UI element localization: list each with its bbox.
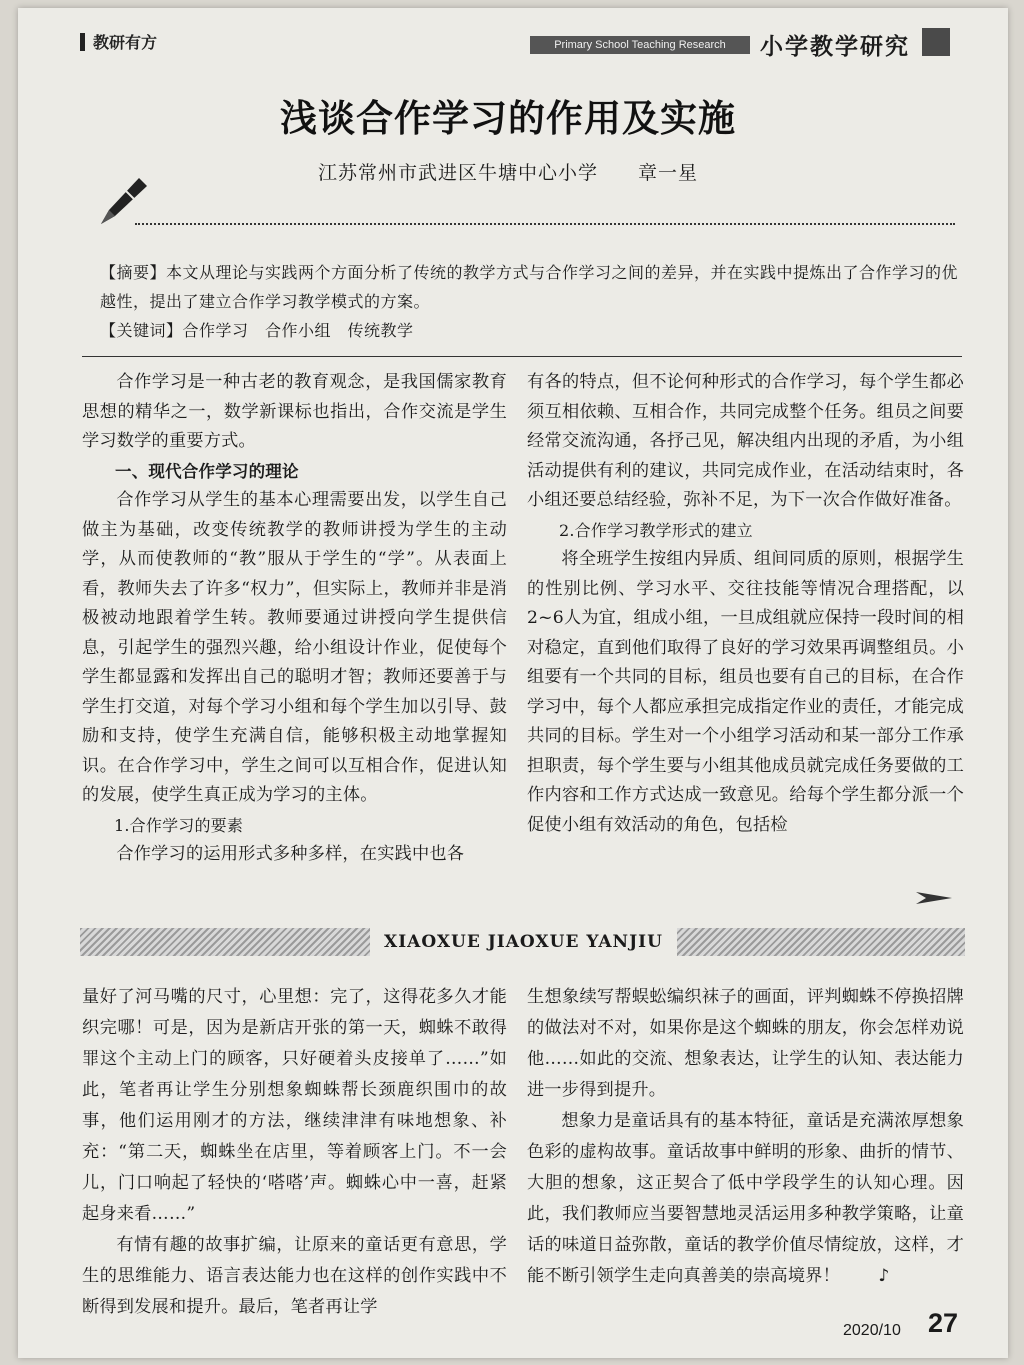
- author-line: [318, 158, 698, 185]
- continue-arrow-icon: [916, 888, 956, 908]
- abstract-block: [100, 258, 960, 345]
- body-column-right: [527, 368, 964, 840]
- paragraph: 合作学习的运用形式多种多样，在实践中也各: [116, 844, 465, 864]
- abstract-rule: [82, 356, 962, 357]
- section-bar-icon: [80, 33, 85, 51]
- body-column-left: [82, 368, 507, 870]
- subsection-heading: 2.合作学习教学形式的建立: [559, 520, 753, 540]
- keywords-text: 【关键词】合作学习 合作小组 传统教学: [100, 321, 414, 340]
- dotted-divider: [135, 223, 955, 225]
- paragraph: [527, 1106, 964, 1292]
- paragraph: 将全班学生按组内异质、组间同质的原则，根据学生的性别比例、学习水平、交往技能等情况合理搭配，以2~6人为宜，组成小组，一旦成组就应保持一段时间的相对稳定，直到他们取得了良好的学习效果再调整组员。小组要有一个共同的目标，组员也要有自己的目标，在合作学习中，每个人都应承担完成指定作业的责任，才能完成共同的目标。学生对一个小组学习活动和某一部分工作承担职责，每个学生要与小组其他成员就完成任务要做的工作内容和工作方式达成一致意见。给每个学生都分派一个促使小组有效活动的角色，包括检: [527, 549, 964, 835]
- author-name: 章一星: [638, 162, 699, 184]
- paragraph: 生想象续写帮蜈蚣编织袜子的画面，评判蜘蛛不停换招牌的做法对不对，如果你是这个蜘蛛的朋友，你会怎样劝说他……如此的交流、想象表达，让学生的认知、表达能力进一步得到提升。: [527, 987, 964, 1100]
- fountain-pen-icon: [95, 170, 155, 230]
- banner-text: XIAOXUE JIAOXUE YANJIU: [370, 928, 677, 956]
- article-title: 浅谈合作学习的作用及实施: [280, 97, 736, 140]
- paragraph: 量好了河马嘴的尺寸，心里想：完了，这得花多久才能织完哪！可是，因为是新店开张的第一天，蜘蛛不敢得罪这个主动上门的顾客，只好硬着头皮接单了……”如此，笔者再让学生分别想象蜘蛛帮长颈鹿织围巾的故事，他们运用刚才的方法，继续津津有味地想象、补充：“第二天，蜘蛛坐在店里，等着顾客上门。不一会儿，门口响起了轻快的‘嗒嗒’声。蜘蛛心中一喜，赶紧起身来看……”: [82, 987, 507, 1224]
- corner-block-icon: [922, 28, 950, 56]
- section-tag: [80, 30, 157, 53]
- paragraph-text: 想象力是童话具有的基本特征，童话是充满浓厚想象色彩的虚构故事。童话故事中鲜明的形象、曲折的情节、大胆的想象，这正契合了低中学段学生的认知心理。因此，我们教师应当要智慧地灵活运用多种教学策略，让童话的味道日益弥散，童话的教学价值尽情绽放，这样，才能不断引领学生走向真善美的崇高境界！: [527, 1111, 964, 1286]
- subsection-heading: 1.合作学习的要素: [114, 815, 244, 835]
- journal-english-name: Primary School Teaching Research: [530, 36, 750, 54]
- section-heading: 一、现代合作学习的理论: [115, 461, 299, 481]
- author-affiliation: 江苏常州市武进区牛塘中心小学: [318, 162, 599, 184]
- section-tag-label: 教研有方: [93, 33, 158, 52]
- issue-date: 2020/10: [843, 1322, 901, 1339]
- abstract-text: 【摘要】本文从理论与实践两个方面分析了传统的教学方式与合作学习之间的差异，并在实践中提炼出了合作学习的优越性，提出了建立合作学习教学模式的方案。: [100, 263, 959, 311]
- paragraph: 合作学习从学生的基本心理需要出发，以学生自己做主为基础，改变传统教学的教师讲授为学生的主动学，从而使教师的“教”服从于学生的“学”。从表面上看，教师失去了许多“权力”，但实际上，教师并非是消极被动地跟着学生转。教师要通过讲授向学生提供信息，引起学生的强烈兴趣，给小组设计作业，促使每个学生都显露和发挥出自己的聪明才智；教师还要善于与学生打交道，对每个学习小组和每个学生加以引导、鼓励和支持，使学生充满自信，能够积极主动地掌握知识。在合作学习中，学生之间可以互相合作，促进认知的发展，使学生真正成为学习的主体。: [82, 490, 507, 805]
- page-number: 27: [928, 1308, 959, 1338]
- paragraph: 合作学习是一种古老的教育观念，是我国儒家教育思想的精华之一，数学新课标也指出，合作交流是学生学习数学的重要方式。: [82, 372, 507, 451]
- journal-chinese-name: 小学教学研究: [760, 34, 910, 60]
- journal-banner: [80, 928, 965, 956]
- lower-column-left: [82, 982, 507, 1323]
- paragraph: 有情有趣的故事扩编，让原来的童话更有意思，学生的思维能力、语言表达能力也在这样的创作实践中不断得到发展和提升。最后，笔者再让学: [82, 1235, 507, 1317]
- lower-column-right: [527, 982, 964, 1292]
- paragraph: 有各的特点，但不论何种形式的合作学习，每个学生都必须互相依赖、互相合作，共同完成整个任务。组员之间要经常交流沟通，各抒己见，解决组内出现的矛盾，为小组活动提供有利的建议，共同完成作业，在活动结束时，各小组还要总结经验，弥补不足，为下一次合作做好准备。: [527, 372, 964, 510]
- music-note-icon: ♪: [878, 1266, 890, 1286]
